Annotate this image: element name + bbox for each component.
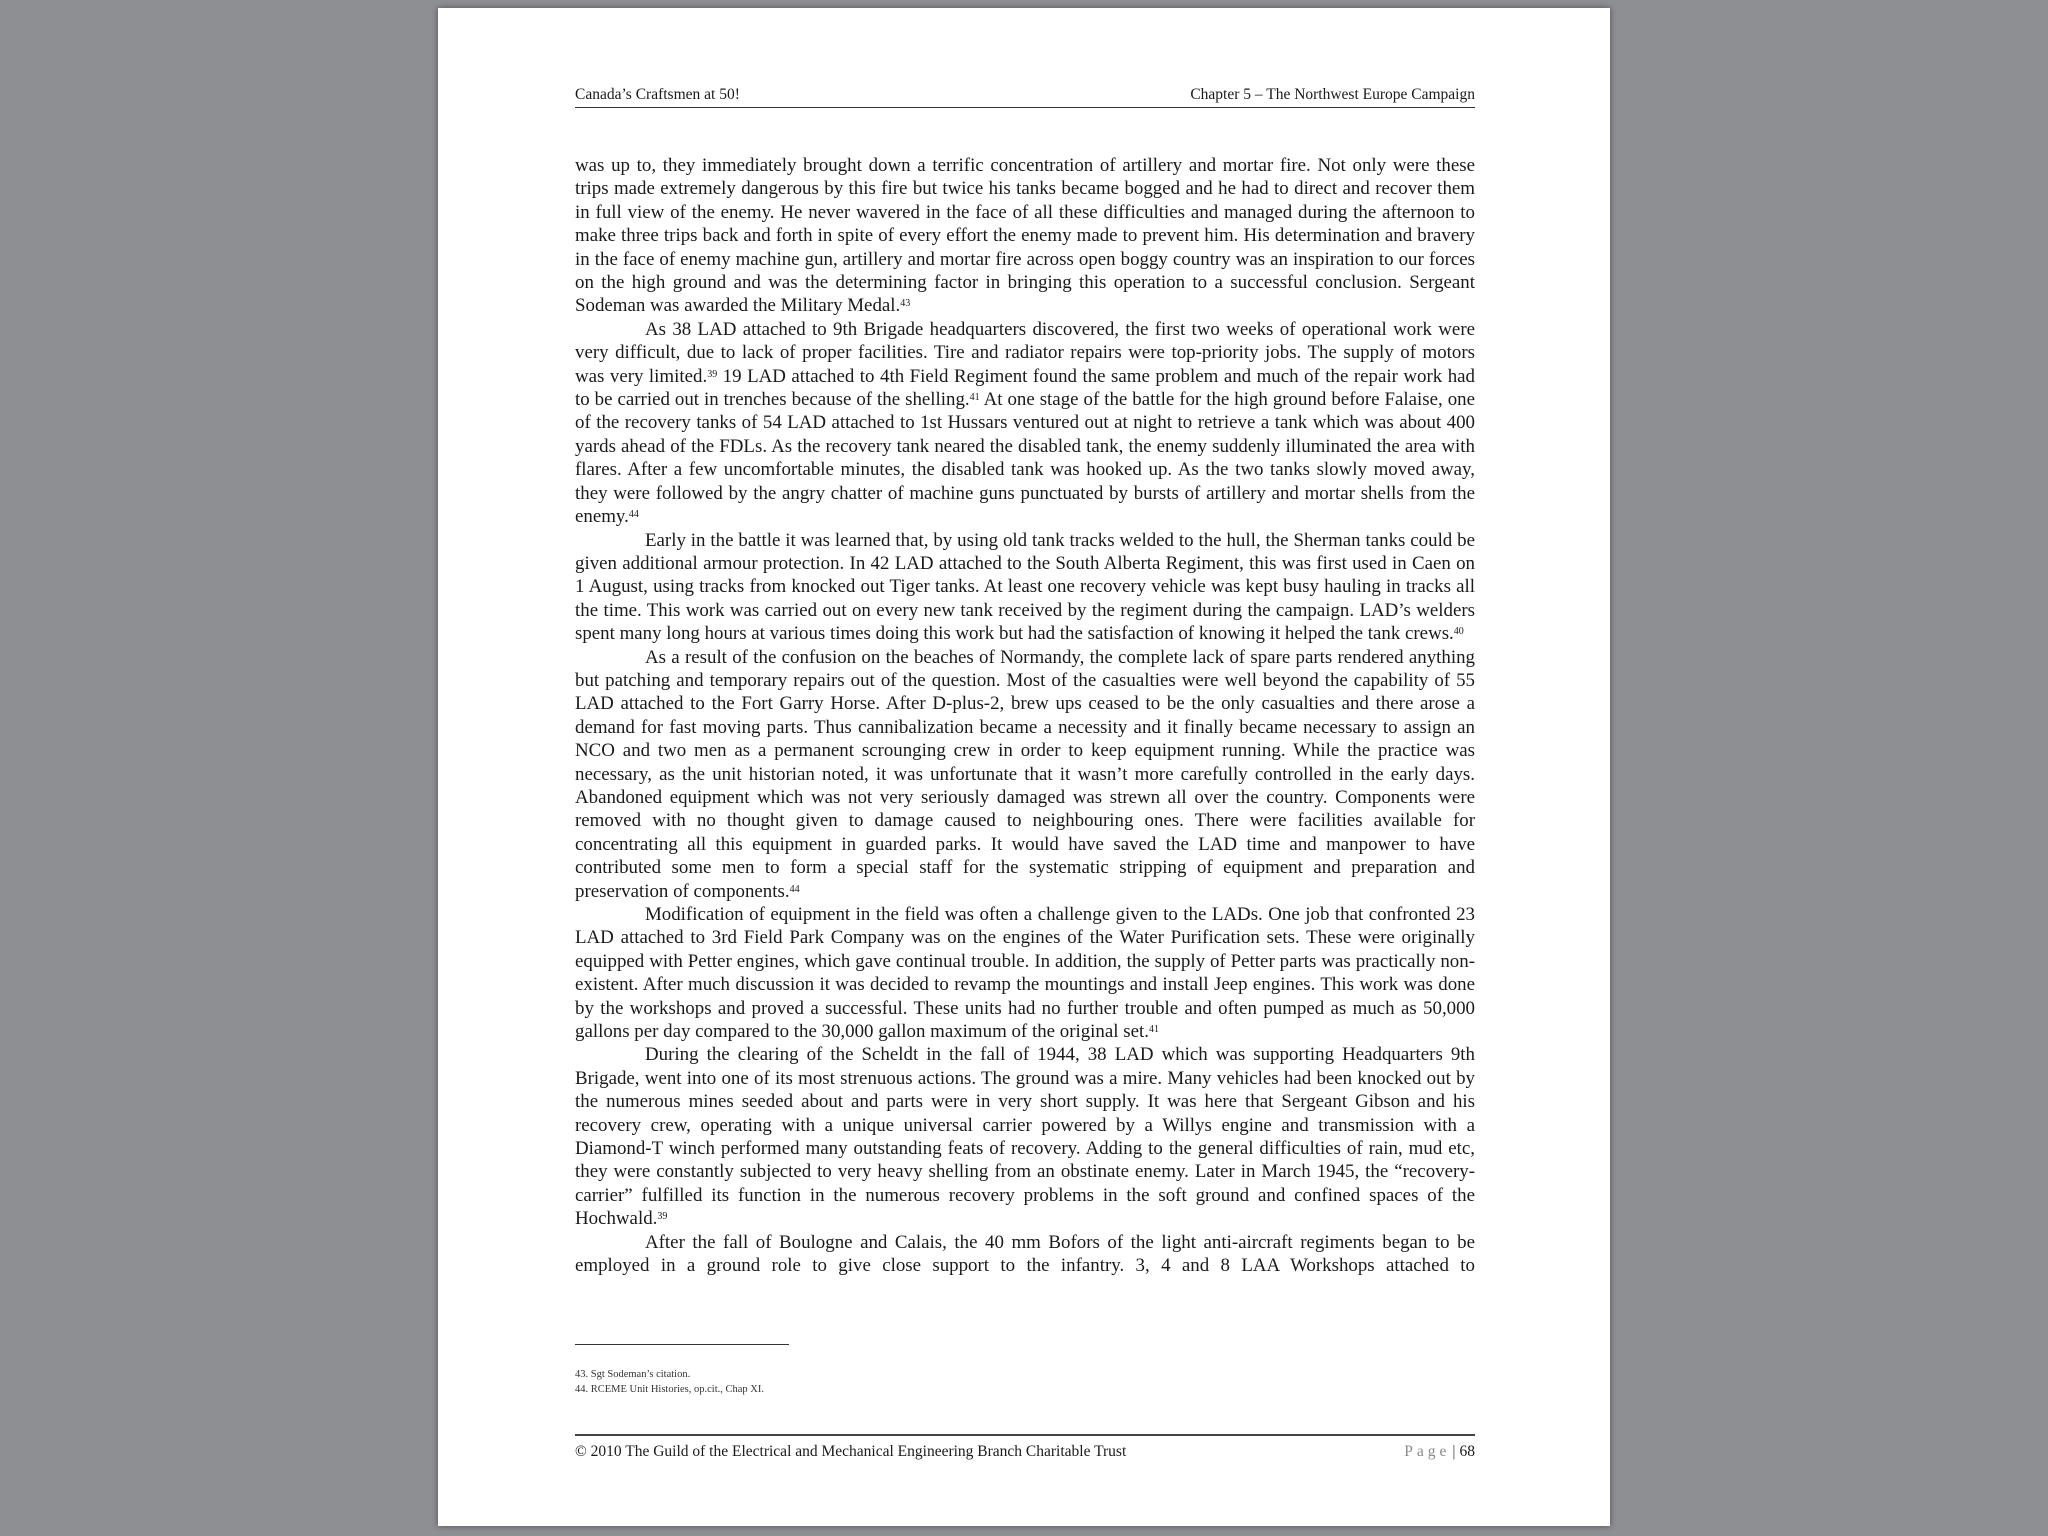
header-chapter-title: Chapter 5 – The Northwest Europe Campaign [1190,86,1475,103]
paragraph-5 [575,903,1475,1043]
paragraph-6 [575,1043,1475,1230]
footnote-separator [575,1344,789,1345]
paragraph-1 [575,154,1475,318]
page-number-block [1404,1443,1475,1461]
paragraph-text: Modification of equipment in the field was often a challenge given to the LADs. One job that confronted 23 LAD attached to 3rd Field Park Company was on the engines of the Water Purification sets. These were originally equipped with Petter engines, which gave continual trouble. In addition, the supply of Petter parts was practically non-existent. After much discussion it was decided to revamp the mountings and install Jeep engines. This work was done by the workshops and proved a successful. These units had no further trouble and often pumped as much as 50,000 gallons per day compared to the 30,000 gallon maximum of the original set. [575,904,1475,1043]
page-footer [575,1434,1475,1474]
paragraph-text: was up to, they immediately brought down a terrific concentration of artillery and mortar fire. Not only were these trips made extremely dangerous by this fire but twice his tanks became bogged and he had to direct and recover them in full view of the enemy. He never wavered in the face of all these difficulties and managed during the afternoon to make three trips back and forth in spite of every effort the enemy made to prevent him. His determination and bravery in the face of enemy machine gun, artillery and mortar fire across open boggy country was an inspiration to our forces on the high ground and was the determining factor in bringing this operation to a successful conclusion. Sergeant Sodeman was awarded the Military Medal. [575,155,1475,317]
footnotes [575,1367,1175,1397]
paragraph-2 [575,318,1475,529]
endnote-ref: 39 [657,1211,668,1223]
paragraph-3 [575,529,1475,646]
endnote-ref: 40 [1453,626,1464,638]
paragraph-text: During the clearing of the Scheldt in the fall of 1944, 38 LAD which was supporting Headquarters 9th Brigade, went into one of its most strenuous actions. The ground was a mire. Many vehicles had been knocked out by the numerous mines seeded about and parts were in very short supply. It was here that Sergeant Gibson and his recovery crew, operating with a unique universal carrier powered by a Willys engine and transmission with a Diamond-T winch performed many outstanding feats of recovery. Adding to the general difficulties of rain, mud etc, they were constantly subjected to very heavy shelling from an obstinate enemy. Later in March 1945, the “recovery-carrier” fulfilled its function in the numerous recovery problems in the soft ground and confined spaces of the Hochwald. [575,1044,1475,1230]
paragraph-text: As a result of the confusion on the beaches of Normandy, the complete lack of spare parts rendered anything but patching and temporary repairs out of the question. Most of the casualties were well beyond the capability of 55 LAD attached to the Fort Garry Horse. After D-plus-2, brew ups ceased to be the only casualties and there arose a demand for fast moving parts. Thus cannibalization became a necessity and it finally became necessary to assign an NCO and two men as a permanent scrounging crew in order to keep equipment running. While the practice was necessary, as the unit historian noted, it was unfortunate that it wasn’t more carefully controlled in the early days. Abandoned equipment which was not very seriously damaged was strewn all over the country. Components were removed with no thought given to damage caused to neighbouring ones. There were facilities available for concentrating all this equipment in guarded parks. It would have saved the LAD time and manpower to have contributed some men to form a special staff for the systematic stripping of equipment and preparation and preservation of components. [575,646,1475,902]
endnote-ref: 41 [1148,1024,1159,1036]
page-separator: | [1452,1443,1456,1460]
page-number: 68 [1459,1443,1475,1460]
paragraph-text: As 38 LAD attached to 9th Brigade headquarters discovered, the first two weeks of operational work were very difficult, due to lack of proper facilities. Tire and radiator repairs were top-priority jobs. The supply of motors was very limited. [575,318,1475,387]
paragraph-text: After the fall of Boulogne and Calais, the 40 mm Bofors of the light anti-aircraft regiments began to be employed in a ground role to give close support to the infantry. 3, 4 and 8 LAA Workshops attached to [575,1231,1475,1277]
footnote-43: 43. Sgt Sodeman’s citation. [575,1369,691,1380]
paragraph-4 [575,646,1475,903]
endnote-ref: 44 [789,883,800,895]
endnote-ref: 44 [628,509,639,521]
page-label: Page [1404,1443,1451,1460]
header-book-title: Canada’s Craftsmen at 50! [575,86,740,103]
page-header [575,81,1475,108]
footnote-44: 44. RCEME Unit Histories, op.cit., Chap XI. [575,1384,764,1395]
endnote-ref: 41 [969,392,980,404]
body-text [575,154,1475,1278]
endnote-ref: 39 [707,368,718,380]
endnote-ref: 43 [900,298,911,310]
paragraph-text: 19 LAD attached to 4th Field Regiment found the same problem and much of the repair work had to be carried out in trenches because of the shelling. [575,365,1475,411]
document-page [438,8,1610,1526]
paragraph-text: Early in the battle it was learned that, by using old tank tracks welded to the hull, the Sherman tanks could be given additional armour protection. In 42 LAD attached to the South Alberta Regiment, this was first used in Caen on 1 August, using tracks from knocked out Tiger tanks. At least one recovery vehicle was kept busy hauling in tracks all the time. This work was carried out on every new tank received by the regiment during the campaign. LAD’s welders spent many long hours at various times doing this work but had the satisfaction of knowing it helped the tank crews. [575,529,1475,645]
footer-copyright: © 2010 The Guild of the Electrical and Mechanical Engineering Branch Charitable Trust [575,1443,1127,1460]
paragraph-text: At one stage of the battle for the high ground before Falaise, one of the recovery tanks of 54 LAD attached to 1st Hussars ventured out at night to retrieve a tank which was about 400 yards ahead of the FDLs. As the recovery tank neared the disabled tank, the enemy suddenly illuminated the area with flares. After a few uncomfortable minutes, the disabled tank was hooked up. As the two tanks slowly moved away, they were followed by the angry chatter of machine guns punctuated by bursts of artillery and mortar shells from the enemy. [575,389,1476,528]
paragraph-7 [575,1231,1475,1278]
